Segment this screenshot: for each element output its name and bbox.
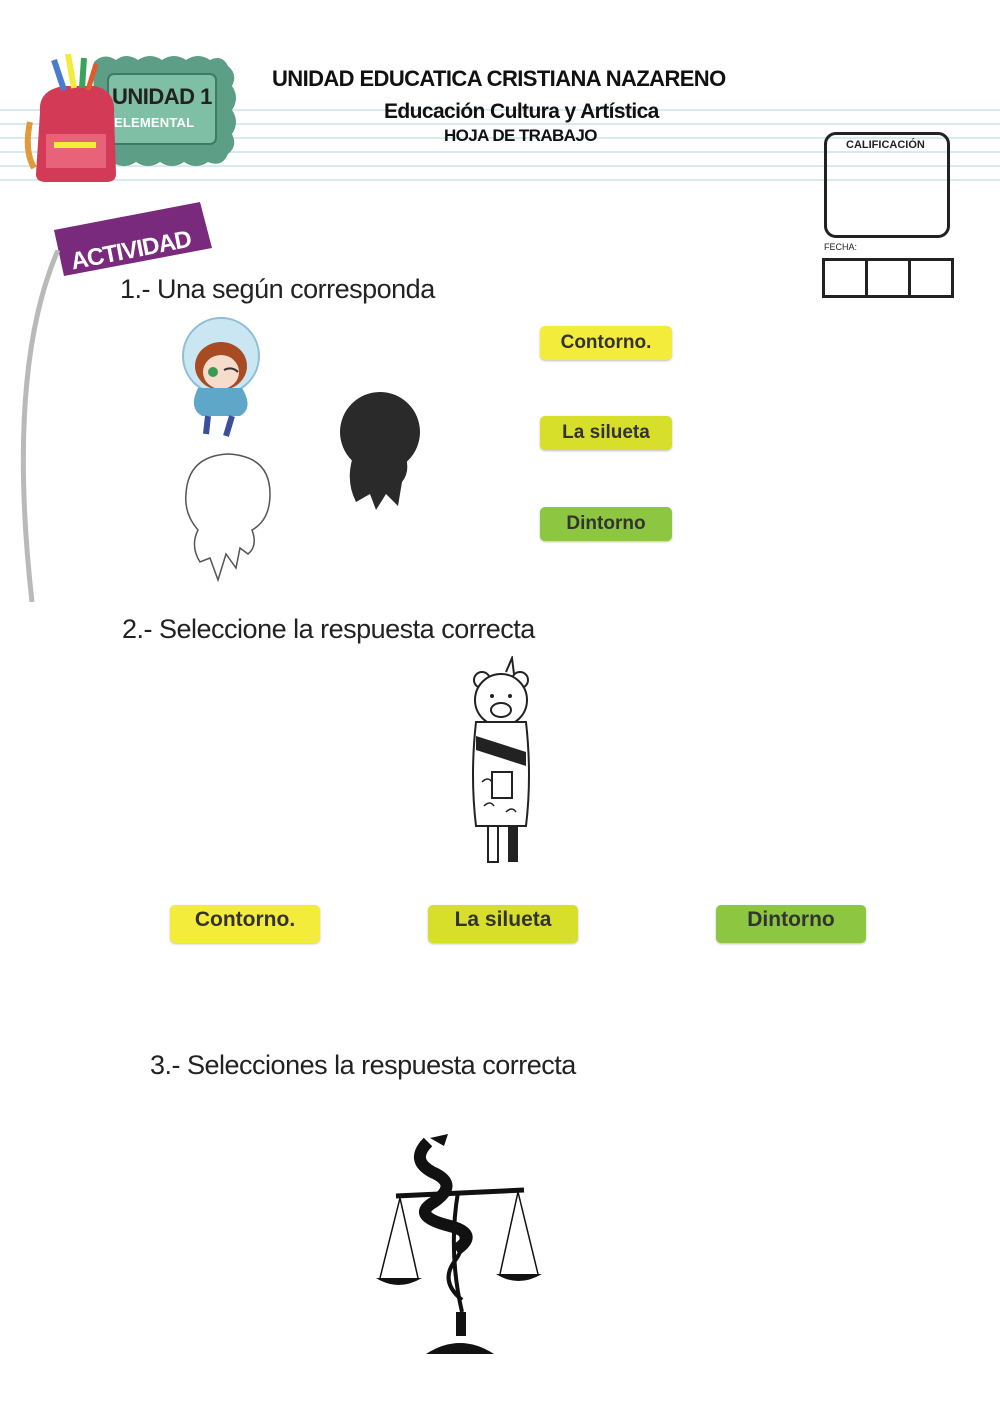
q1-option-dintorno[interactable]: Dintorno	[540, 507, 672, 541]
question-2-prompt: 2.- Seleccione la respuesta correcta	[122, 614, 535, 644]
q2-option-dintorno[interactable]: Dintorno	[716, 905, 866, 943]
bear-drawing	[466, 656, 536, 866]
q2-option-contorno[interactable]: Contorno.	[170, 905, 320, 943]
date-cell-month[interactable]	[868, 261, 911, 295]
date-cell-year[interactable]	[911, 261, 951, 295]
date-cell-day[interactable]	[825, 261, 868, 295]
subject-title: Educación Cultura y Artística	[384, 100, 659, 123]
date-label: FECHA:	[824, 242, 858, 252]
unit-badge-subtitle: ELEMENTAL	[114, 115, 195, 130]
silhouette-drawing	[332, 386, 428, 518]
q2-option-silueta[interactable]: La silueta	[428, 905, 578, 943]
date-boxes	[822, 258, 954, 298]
decorative-arc	[0, 250, 60, 610]
scales-drawing	[370, 1132, 550, 1362]
activity-banner	[50, 200, 220, 280]
sheet-type: HOJA DE TRABAJO	[444, 126, 597, 145]
question-3-prompt: 3.- Selecciones la respuesta correcta	[150, 1050, 576, 1080]
girl-drawing	[176, 316, 266, 442]
activity-banner-label: ACTIVIDAD	[68, 225, 194, 276]
question-1-prompt: 1.- Una según corresponda	[120, 274, 435, 304]
grade-label: CALIFICACIÓN	[846, 139, 925, 151]
outline-drawing	[178, 450, 278, 586]
q1-option-contorno[interactable]: Contorno.	[540, 326, 672, 360]
school-name: UNIDAD EDUCATICA CRISTIANA NAZARENO	[272, 66, 726, 91]
q1-option-silueta[interactable]: La silueta	[540, 416, 672, 450]
unit-badge-title: UNIDAD 1	[112, 84, 212, 109]
